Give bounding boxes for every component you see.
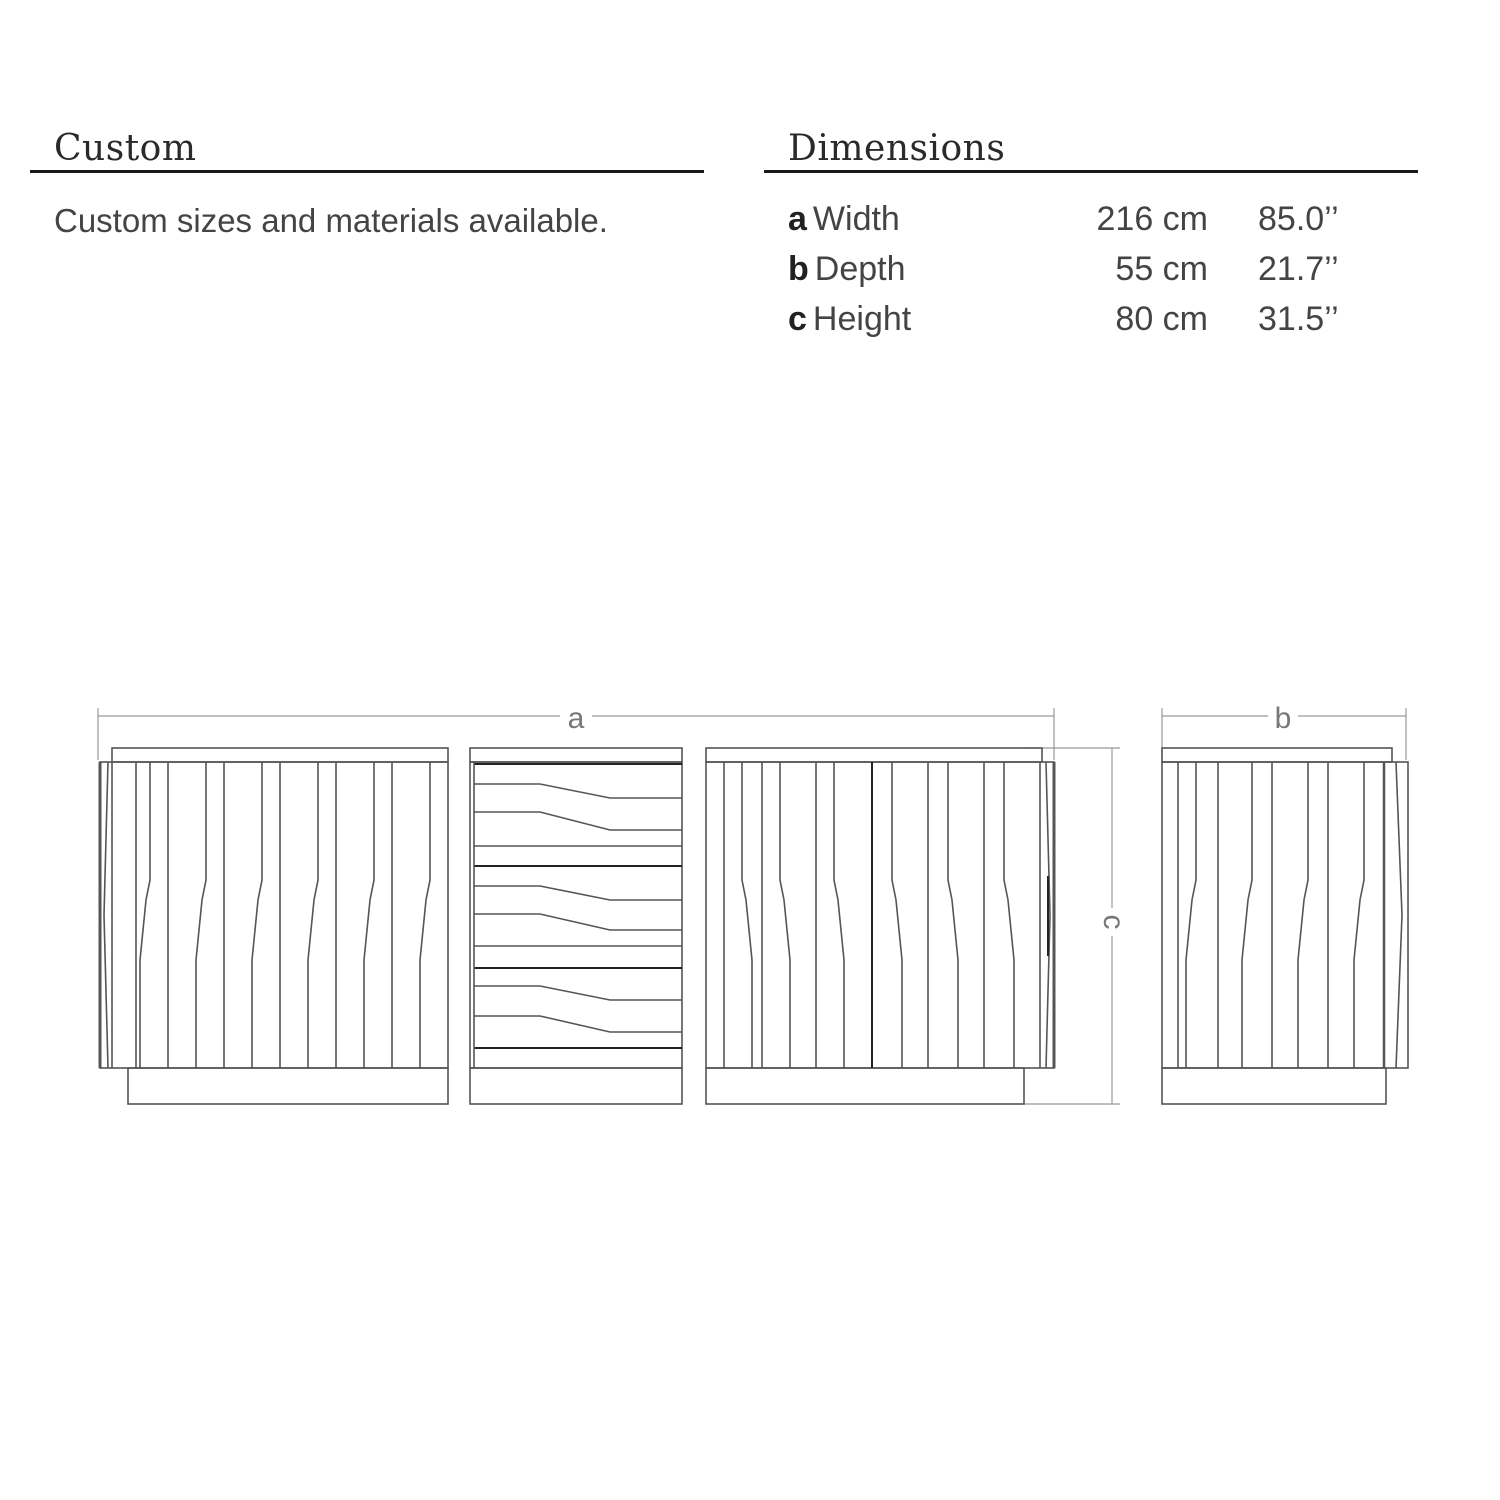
dimension-row-height [788,300,1368,346]
dimension-cm: 216 cm [1096,200,1208,238]
dimension-row-width [788,200,1368,246]
label-b: b [1274,702,1292,735]
dimension-letter: a [788,200,807,238]
right-door-module [706,748,1054,1104]
dimension-inch: 21.7’’ [1258,250,1339,288]
dimension-row-depth [788,250,1368,296]
dimension-label: Width [812,200,900,238]
left-door-module [100,748,448,1104]
side-view-module [1162,748,1408,1104]
dimension-cm: 55 cm [1115,250,1208,288]
dimension-letter: b [788,250,809,288]
dimension-label: Height [812,300,912,338]
custom-text: Custom sizes and materials available. [54,202,608,239]
dimension-cm: 80 cm [1115,300,1208,338]
dimensions-heading: Dimensions [788,128,1006,169]
dimension-inch: 85.0’’ [1258,200,1339,238]
label-a: a [567,702,585,735]
dimension-label: Depth [814,250,906,288]
sideboard-technical-drawing [0,690,1500,1130]
custom-rule [30,170,704,173]
dimension-inch: 31.5’’ [1258,300,1339,338]
custom-heading: Custom [54,128,197,169]
dimension-letter: c [788,300,807,338]
label-c: c [1097,914,1131,930]
center-drawer-module [470,748,682,1104]
dimensions-rule [764,170,1418,173]
